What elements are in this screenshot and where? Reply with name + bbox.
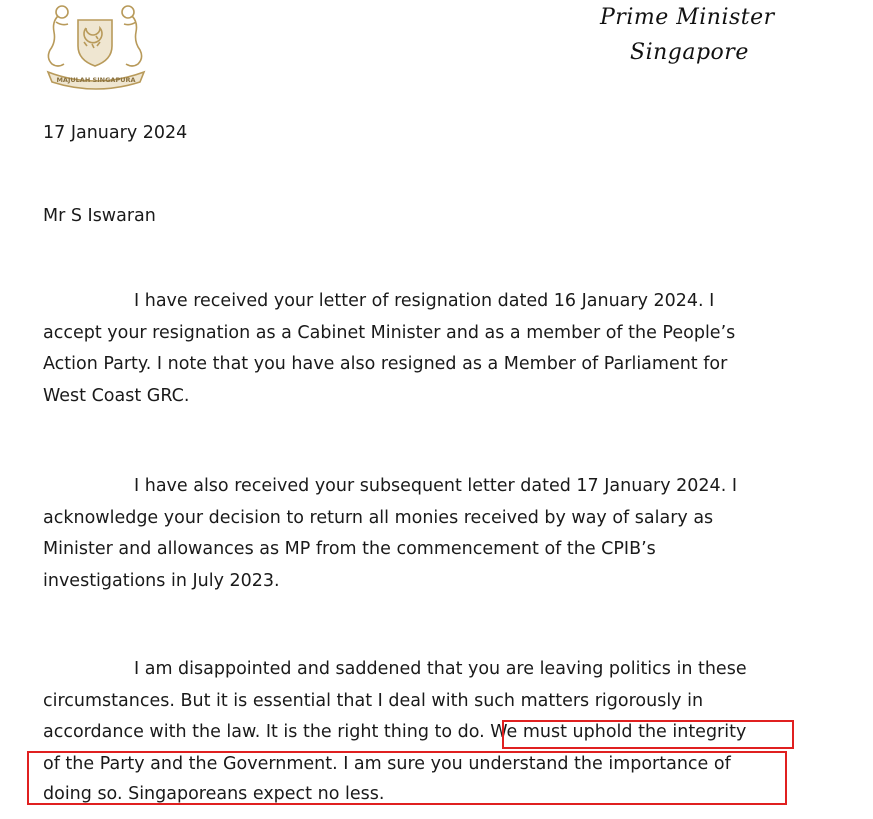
paragraph-line: Minister and allowances as MP from the commencement of the CPIB’s xyxy=(43,539,656,559)
paragraph-line: I am disappointed and saddened that you are leaving politics in these xyxy=(134,659,747,679)
letter-date: 17 January 2024 xyxy=(43,123,188,143)
letter-addressee: Mr S Iswaran xyxy=(43,206,156,226)
paragraph-line: I have also received your subsequent letter dated 17 January 2024. I xyxy=(134,476,737,496)
paragraph-line: I have received your letter of resignation dated 16 January 2024. I xyxy=(134,291,715,311)
paragraph-line: accept your resignation as a Cabinet Minister and as a member of the People’s xyxy=(43,323,736,343)
svg-text:MAJULAH SINGAPURA: MAJULAH SINGAPURA xyxy=(56,76,136,84)
paragraph-line: Action Party. I note that you have also resigned as a Member of Parliament for xyxy=(43,354,728,374)
paragraph-line: doing so. Singaporeans expect no less. xyxy=(43,784,385,804)
office-country: Singapore xyxy=(630,40,749,65)
paragraph-line: acknowledge your decision to return all monies received by way of salary as xyxy=(43,508,714,528)
paragraph-line: circumstances. But it is essential that I deal with such matters rigorously in xyxy=(43,691,704,711)
office-title: Prime Minister xyxy=(600,5,775,30)
paragraph-line: accordance with the law. It is the right thing to do. We must uphold the integrity xyxy=(43,722,747,742)
paragraph-line: investigations in July 2023. xyxy=(43,571,280,591)
state-crest-logo xyxy=(40,2,152,90)
paragraph-line: West Coast GRC. xyxy=(43,386,190,406)
paragraph-line: of the Party and the Government. I am sure you understand the importance of xyxy=(43,754,731,774)
